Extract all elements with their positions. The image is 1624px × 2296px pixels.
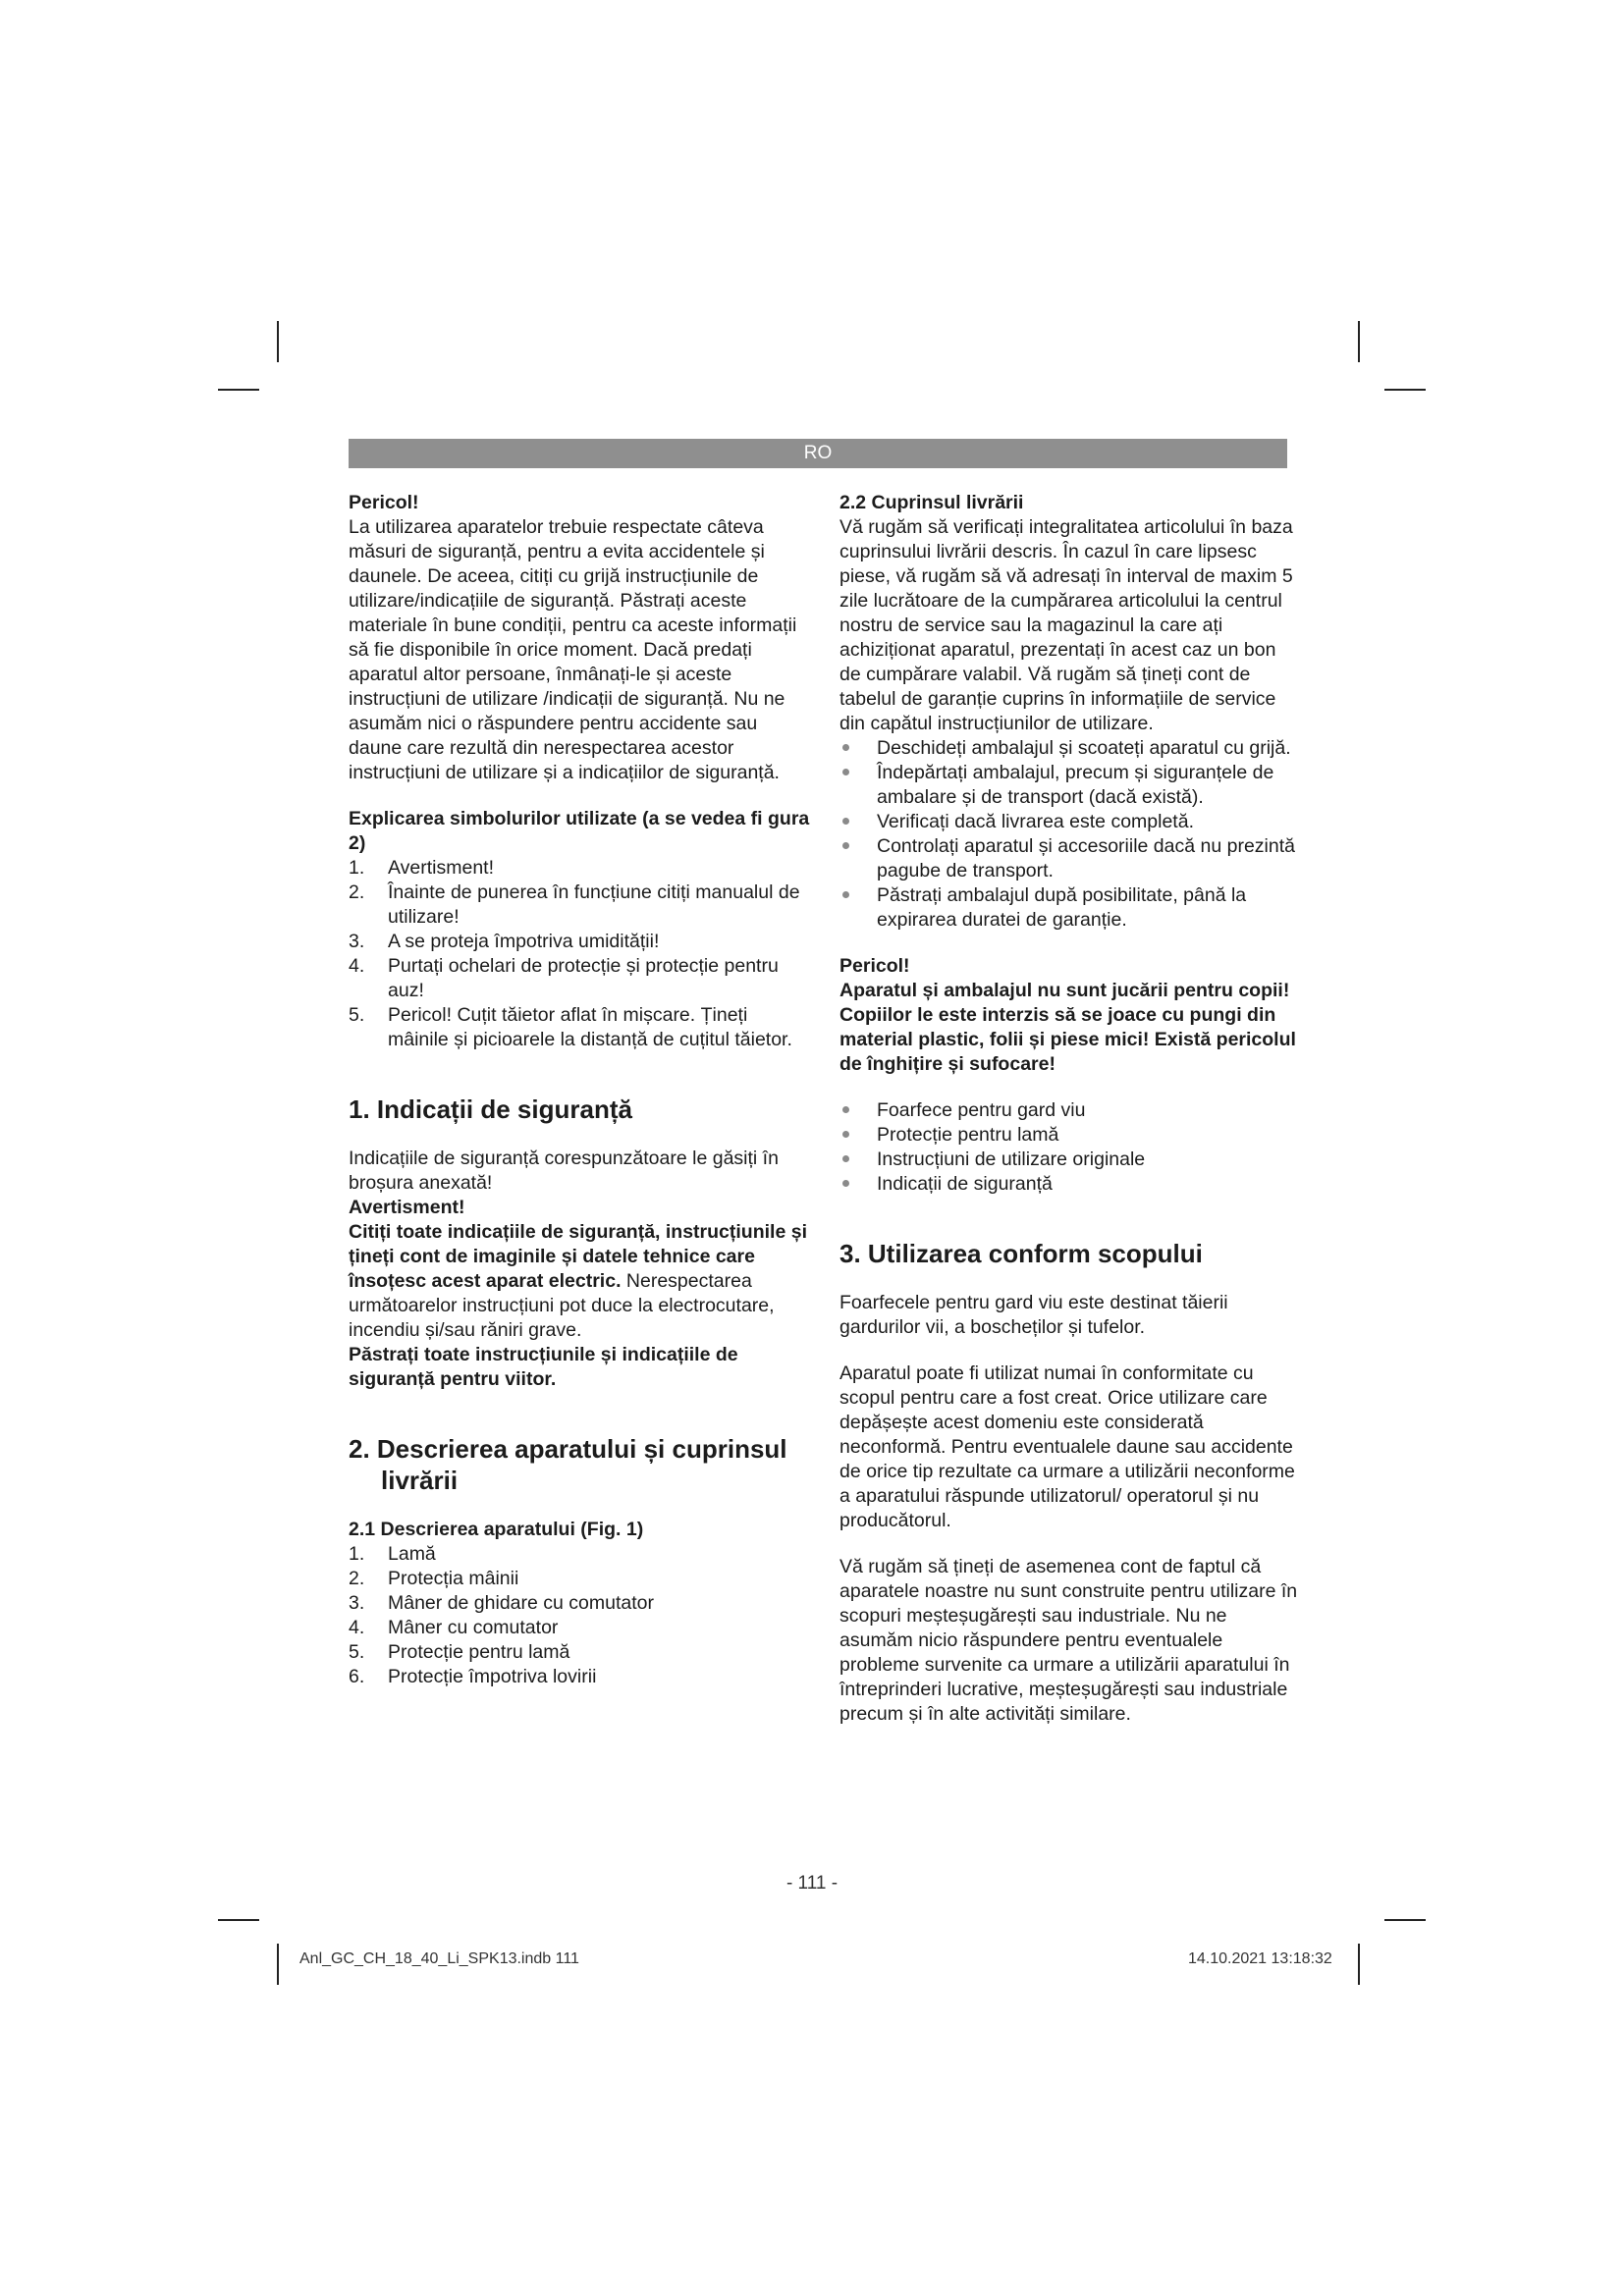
list-item: Controlați aparatul și accesoriile dacă nu prezintă pagube de transport. bbox=[839, 834, 1301, 883]
section-1-warning-text: Citiți toate indicațiile de siguranță, instrucțiunile și țineți cont de imaginile și datele tehnice care însoțesc acest aparat electric. Nerespectarea următoarelor instrucțiuni pot duce la electrocutare, incendiu și/sau răniri grave. bbox=[349, 1221, 807, 1341]
crop-mark-top-left-vertical bbox=[277, 321, 279, 362]
symbols-list bbox=[349, 856, 810, 1052]
list-item: Instrucțiuni de utilizare originale bbox=[839, 1148, 1301, 1172]
list-item: 3. A se proteja împotriva umidității! bbox=[349, 931, 660, 952]
list-item: 5. Protecție pentru lamă bbox=[349, 1641, 570, 1663]
list-item: 5. Pericol! Cuțit tăietor aflat în mișcare. Țineți mâinile și picioarele la distanță de cuțitul tăietor. bbox=[349, 1004, 792, 1050]
crop-mark-top-right-vertical bbox=[1358, 321, 1360, 362]
list-item: Verificați dacă livrarea este completă. bbox=[839, 810, 1301, 834]
symbols-heading: Explicarea simbolurilor utilizate (a se vedea fi gura 2) bbox=[349, 808, 810, 854]
warning-label: Avertisment! bbox=[349, 1197, 465, 1218]
footer-file-name: Anl_GC_CH_18_40_Li_SPK13.indb 111 bbox=[299, 1950, 579, 1967]
section-1-keep-instructions: Păstrați toate instrucțiunile și indicațiile de siguranță pentru viitor. bbox=[349, 1344, 738, 1390]
left-column bbox=[349, 491, 810, 1689]
section-1-intro: Indicațiile de siguranță corespunzătoare le găsiți în broșura anexată! bbox=[349, 1148, 779, 1194]
danger-heading: Pericol! bbox=[349, 492, 419, 513]
crop-mark-bottom-right-horizontal bbox=[1384, 1919, 1426, 1921]
danger-text-2: Aparatul și ambalajul nu sunt jucării pentru copii! Copiilor le este interzis să se joace cu pungi din material plastic, folii și piese mici! Există pericolul de înghițire și sufocare! bbox=[839, 980, 1296, 1075]
list-item: 4. Purtați ochelari de protecție și protecție pentru auz! bbox=[349, 955, 779, 1001]
device-parts-list bbox=[349, 1542, 810, 1689]
section-3-title: 3. Utilizarea conform scopului bbox=[839, 1239, 1203, 1268]
list-item: 1. Lamă bbox=[349, 1543, 436, 1565]
list-item: Îndepărtați ambalajul, precum și siguranțele de ambalare și de transport (dacă există). bbox=[839, 761, 1301, 810]
list-item: 2. Înainte de punerea în funcțiune citiți manualul de utilizare! bbox=[349, 881, 800, 928]
danger-heading-2: Pericol! bbox=[839, 955, 910, 977]
page-number: - 111 - bbox=[785, 1873, 839, 1894]
list-item: Deschideți ambalajul și scoateți aparatul cu grijă. bbox=[839, 736, 1301, 761]
section-2-title: 2. Descrierea aparatului și cuprinsul livrării bbox=[349, 1434, 787, 1495]
crop-mark-bottom-left-vertical bbox=[277, 1944, 279, 1985]
language-code: RO bbox=[803, 443, 833, 463]
list-item: Indicații de siguranță bbox=[839, 1172, 1301, 1197]
crop-mark-bottom-left-horizontal bbox=[218, 1919, 259, 1921]
list-item: 2. Protecția mâinii bbox=[349, 1568, 519, 1589]
intended-use-paragraph-2: Aparatul poate fi utilizat numai în conformitate cu scopul pentru care a fost creat. Orice utilizare care depășește acest domeniu este considerată neconformă. Pentru eventualele daune sau accidente de orice tip rezultate ca urmare a utilizării neconforme a aparatului răspunde utilizatorul/ operatorul și nu producătorul. bbox=[839, 1362, 1295, 1531]
language-header-bar bbox=[349, 439, 1287, 468]
danger-text: La utilizarea aparatelor trebuie respectate câteva măsuri de siguranță, pentru a evita accidentele și daunele. De aceea, citiți cu grijă instrucțiunile de utilizare/indicațiile de siguranță. Păstrați aceste materiale în bune condiții, pentru ca aceste informații să fie disponibile în orice moment. Dacă predați aparatul altor persoane, înmânați-le și aceste instrucțiuni de utilizare /indicații de siguranță. Nu ne asumăm nici o răspundere pentru accidente sau daune care rezultă din nerespectarea acestor instrucțiuni de utilizare și a indicațiilor de siguranță. bbox=[349, 516, 797, 783]
list-item: 1. Avertisment! bbox=[349, 857, 495, 879]
device-description-heading: 2.1 Descrierea aparatului (Fig. 1) bbox=[349, 1519, 644, 1540]
list-item: Păstrați ambalajul după posibilitate, până la expirarea duratei de garanție. bbox=[839, 883, 1301, 933]
delivery-text: Vă rugăm să verificați integralitatea articolului în baza cuprinsului livrării descris. În cazul în care lipsesc piese, vă rugăm să vă adresați în interval de maxim 5 zile lucrătoare de la cumpărarea articolului la centrul nostru de service sau la magazinul la care ați achiziționat aparatul, prezentați în acest caz un bon de cumpărare valabil. Vă rugăm să țineți cont de tabelul de garanție cuprins în informațiile de service din capătul instrucțiunilor de utilizare. bbox=[839, 516, 1293, 734]
footer-timestamp: 14.10.2021 13:18:32 bbox=[1188, 1950, 1332, 1967]
intended-use-paragraph-3: Vă rugăm să țineți de asemenea cont de faptul că aparatele noastre nu sunt construite pentru utilizare în scopuri meșteșugărești sau industriale. Nu ne asumăm nicio răspundere pentru eventualele probleme survenite ca urmare a utilizării aparatului în întreprinderi lucrative, meșteșugărești sau industriale precum și în alte activități similare. bbox=[839, 1556, 1298, 1725]
crop-mark-bottom-right-vertical bbox=[1358, 1944, 1360, 1985]
list-item: 6. Protecție împotriva lovirii bbox=[349, 1666, 597, 1687]
list-item: 3. Mâner de ghidare cu comutator bbox=[349, 1592, 654, 1614]
list-item: Protecție pentru lamă bbox=[839, 1123, 1301, 1148]
unpacking-steps-list bbox=[839, 736, 1301, 933]
intended-use-paragraph-1: Foarfecele pentru gard viu este destinat tăierii gardurilor vii, a boscheților și tufelor. bbox=[839, 1292, 1228, 1338]
list-item: Foarfece pentru gard viu bbox=[839, 1098, 1301, 1123]
delivery-contents-list bbox=[839, 1098, 1301, 1197]
section-1-title: 1. Indicații de siguranță bbox=[349, 1095, 632, 1124]
list-item: 4. Mâner cu comutator bbox=[349, 1617, 559, 1638]
crop-mark-top-left-horizontal bbox=[218, 389, 259, 391]
right-column bbox=[839, 491, 1301, 1727]
delivery-heading: 2.2 Cuprinsul livrării bbox=[839, 492, 1024, 513]
crop-mark-top-right-horizontal bbox=[1384, 389, 1426, 391]
